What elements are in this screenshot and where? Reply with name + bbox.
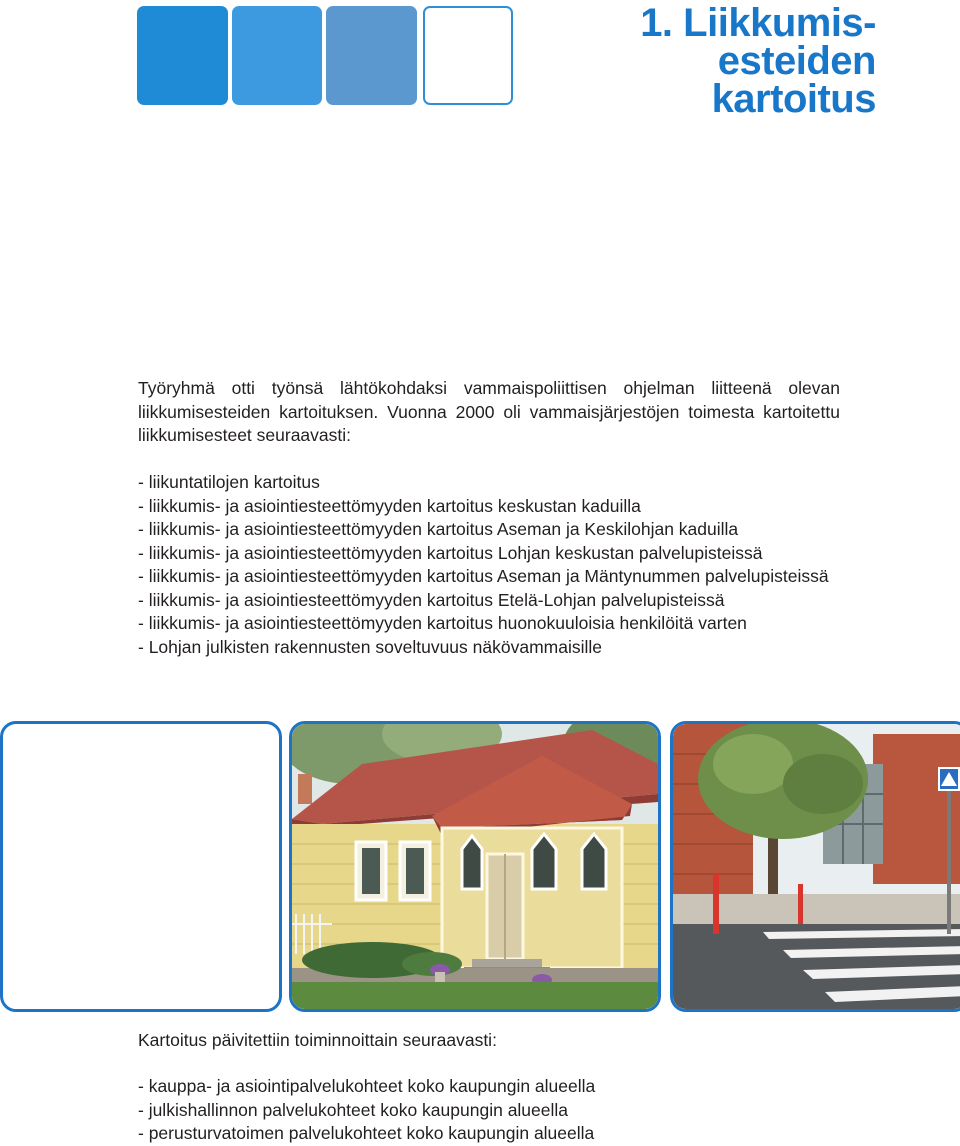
street-photo [670, 721, 960, 1012]
list-item: - kauppa- ja asiointipalvelukohteet koko kaupungin alueella [138, 1076, 596, 1096]
house-photo [289, 721, 661, 1012]
page-title [640, 1, 876, 121]
intro-paragraph: Työryhmä otti työnsä lähtökohdaksi vammaispoliittisen ohjelman liitteenä olevan liikkumisesteiden kartoituksen. Vuonna 2000 oli vammaisjärjestöjen toimesta kartoitettu liikkumisesteet seuraavasti: [138, 378, 840, 445]
title-line-2: esteiden [717, 39, 876, 83]
header-square-2 [232, 6, 322, 105]
header-square-1 [137, 6, 228, 105]
list-item: - liikkumis- ja asiointiesteettömyyden kartoitus Aseman ja Mäntynummen palvelupisteissä [138, 566, 829, 586]
update-intro: Kartoitus päivitettiin toiminnoittain seuraavasti: [138, 1030, 497, 1050]
list-item: - liikuntatilojen kartoitus [138, 472, 320, 492]
list-item: - liikkumis- ja asiointiesteettömyyden kartoitus Lohjan keskustan palvelupisteissä [138, 542, 763, 563]
update-list [138, 1075, 595, 1146]
header-square-4 [423, 6, 513, 105]
title-line-3: kartoitus [711, 77, 876, 121]
street-illustration [673, 724, 960, 1009]
list-item: - Lohjan julkisten rakennusten soveltuvuus näkövammaisille [138, 636, 602, 657]
list-item: - liikkumis- ja asiointiesteettömyyden kartoitus Aseman ja Keskilohjan kaduilla [138, 519, 739, 539]
list-item: - liikkumis- ja asiointiesteettömyyden kartoitus Etelä-Lohjan palvelupisteissä [138, 589, 725, 610]
house-illustration [292, 724, 658, 1009]
list-item: - liikkumis- ja asiointiesteettömyyden kartoitus keskustan kaduilla [138, 495, 641, 516]
header-square-3 [326, 6, 417, 105]
list-item: - perusturvatoimen palvelukohteet koko kaupungin alueella [138, 1123, 595, 1143]
list-item: - julkishallinnon palvelukohteet koko kaupungin alueella [138, 1099, 569, 1120]
empty-photo-frame [0, 721, 282, 1012]
list-item: - liikkumis- ja asiointiesteettömyyden kartoitus huonokuuloisia henkilöitä varten [138, 613, 747, 633]
title-line-1: 1. Liikkumis- [640, 1, 876, 45]
survey-list [138, 471, 840, 659]
